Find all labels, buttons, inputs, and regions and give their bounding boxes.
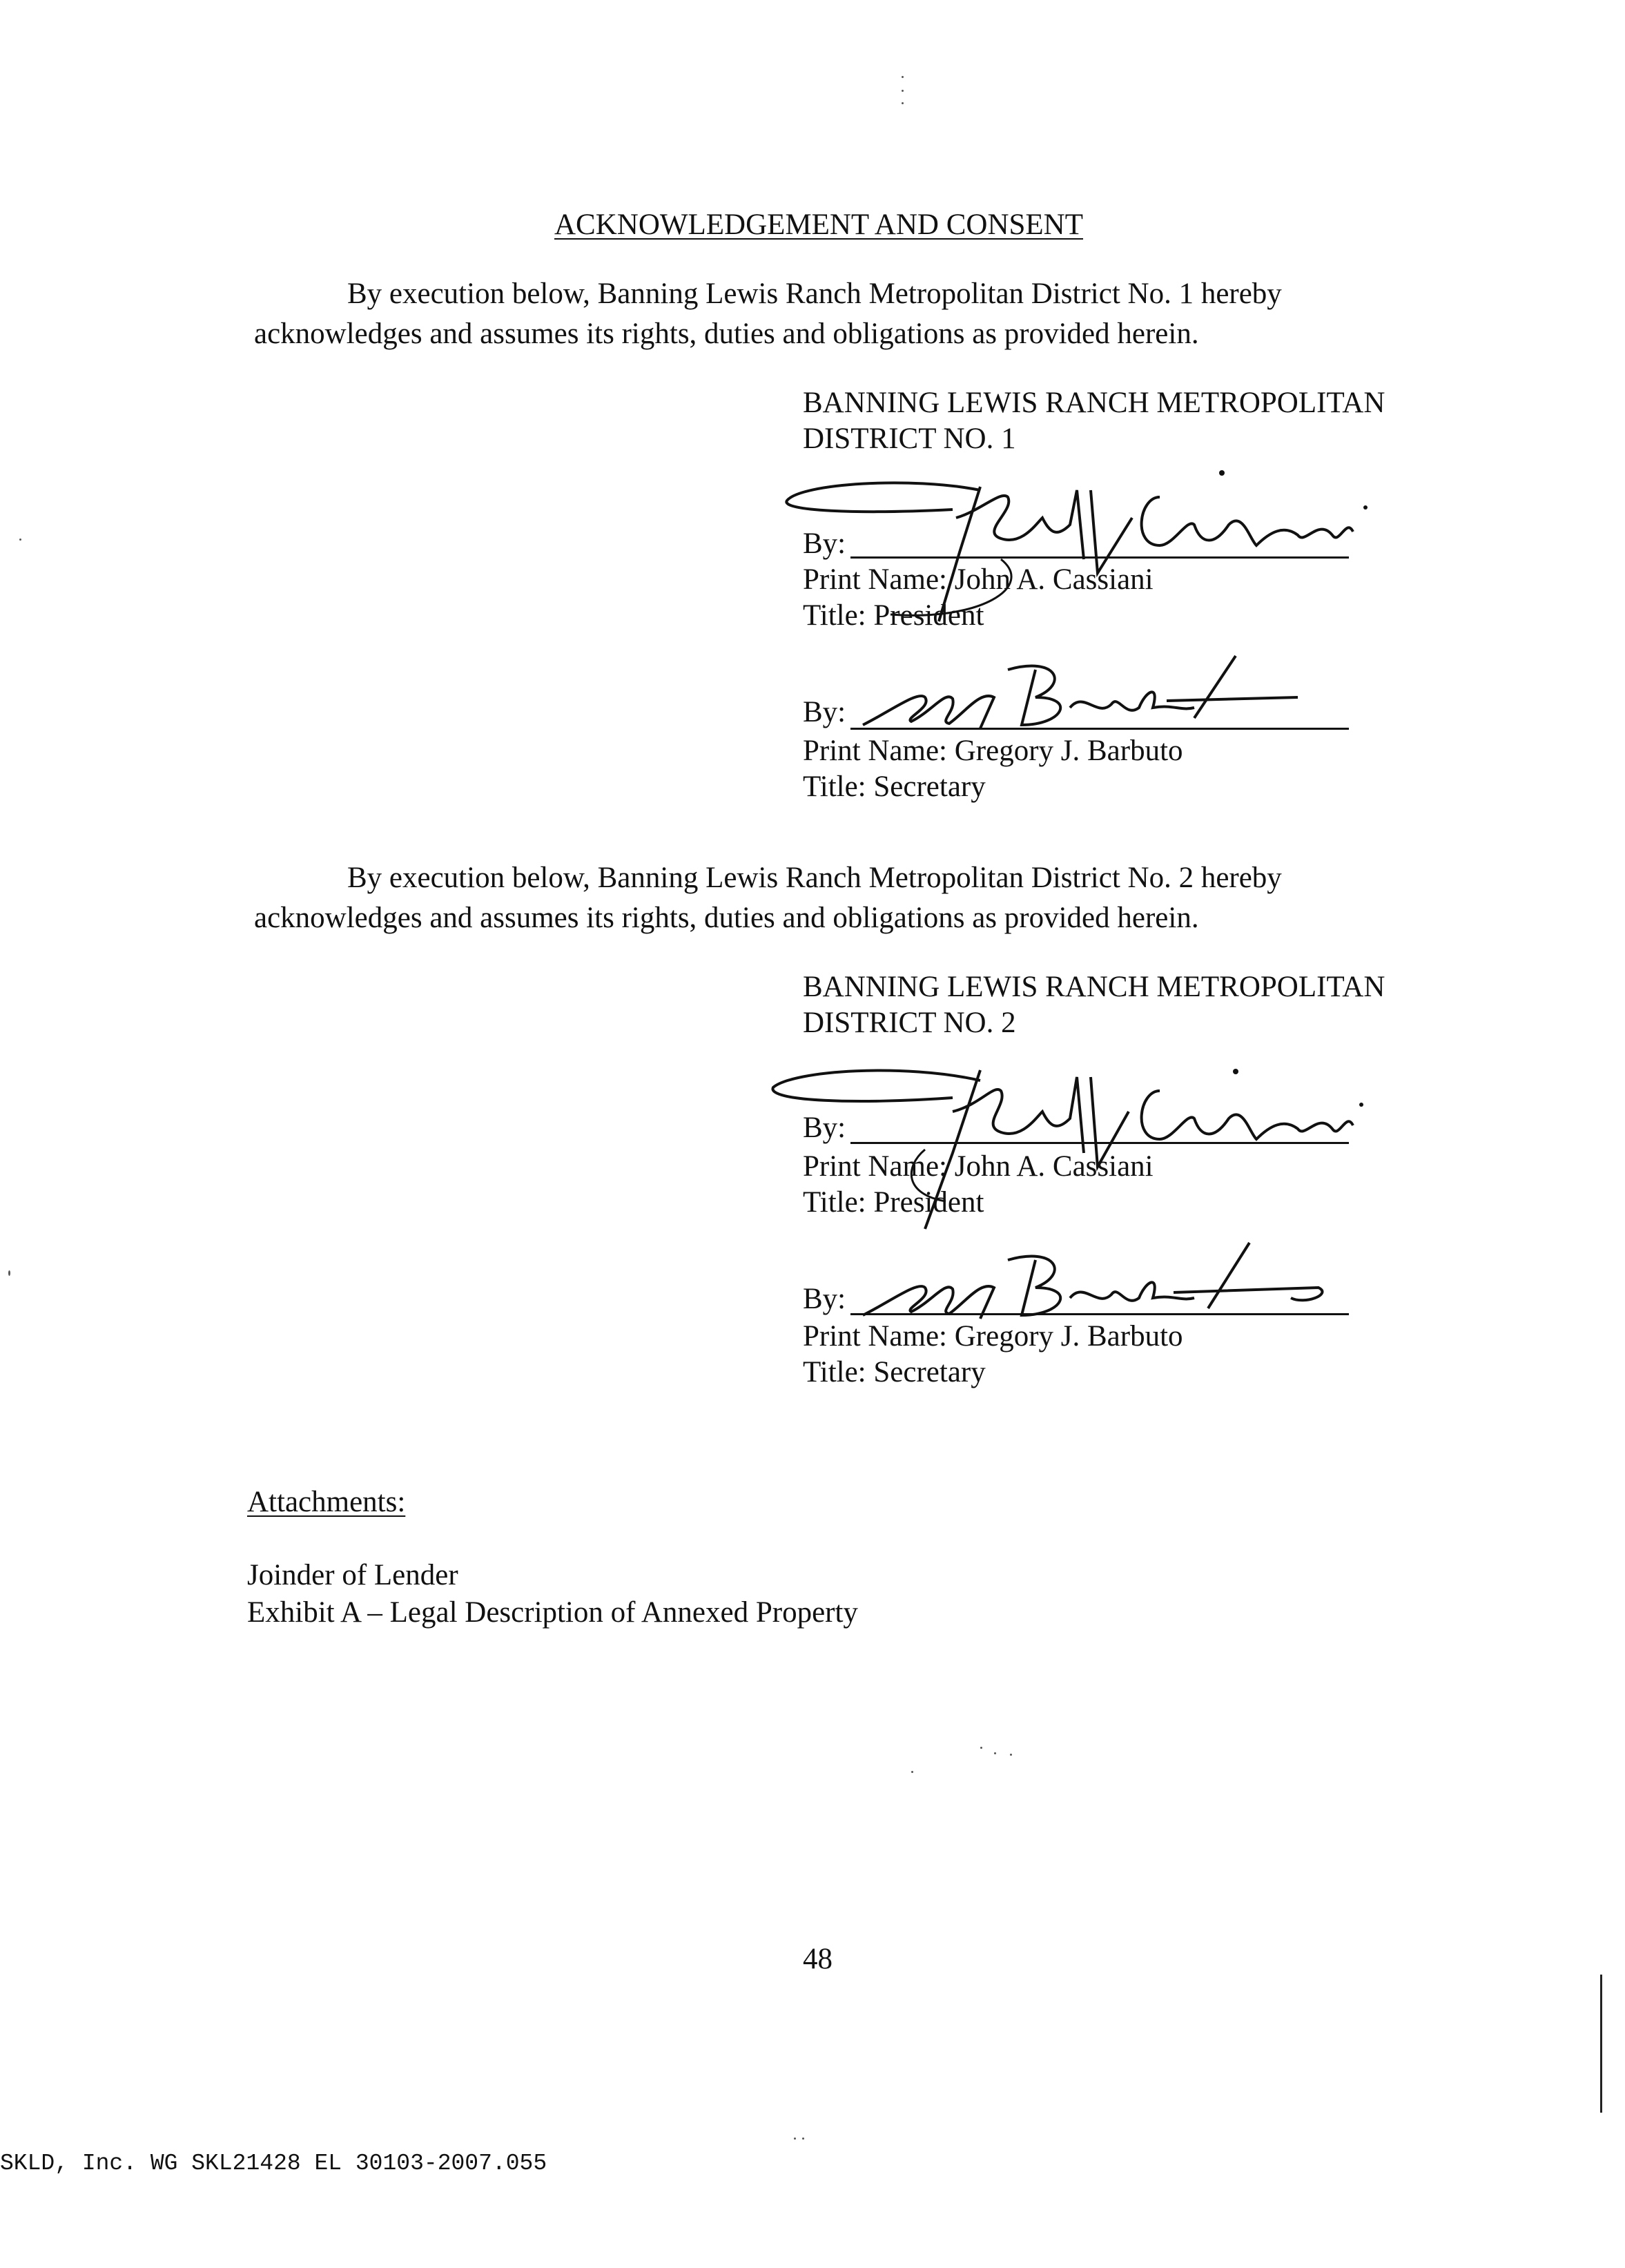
attachment-item: Exhibit A – Legal Description of Annexed Property bbox=[247, 1596, 858, 1629]
district1-signer2-by-label: By: bbox=[803, 696, 846, 728]
district2-barbuto-signature bbox=[849, 1229, 1346, 1326]
page-title: ACKNOWLEDGEMENT AND CONSENT bbox=[554, 209, 1084, 241]
district2-entity-line2: DISTRICT NO. 2 bbox=[803, 1007, 1016, 1039]
scan-speck bbox=[902, 90, 904, 92]
district1-signer2-title: Title: Secretary bbox=[803, 770, 986, 803]
district1-signer1-print-name: Print Name: John A. Cassiani bbox=[803, 563, 1154, 596]
scan-speck bbox=[902, 102, 904, 104]
document-footer: SKLD, Inc. WG SKL21428 EL 30103-2007.055 bbox=[0, 2151, 547, 2176]
scan-speck bbox=[1010, 1754, 1012, 1756]
district2-paragraph-line1: By execution below, Banning Lewis Ranch Metropolitan District No. 2 hereby bbox=[347, 862, 1282, 894]
district2-signer2-by-label: By: bbox=[803, 1283, 846, 1315]
district2-paragraph-line2: acknowledges and assumes its rights, duties and obligations as provided herein. bbox=[254, 902, 1199, 934]
district2-signer1-print-name: Print Name: John A. Cassiani bbox=[803, 1150, 1154, 1183]
attachments-heading: Attachments: bbox=[247, 1486, 406, 1518]
scan-speck bbox=[902, 76, 904, 78]
district1-cassiani-signature bbox=[773, 449, 1381, 628]
district1-signer2-print-name: Print Name: Gregory J. Barbuto bbox=[803, 735, 1183, 767]
page-number: 48 bbox=[803, 1943, 833, 1975]
scan-edge-mark bbox=[1600, 1975, 1602, 2113]
scan-speck bbox=[8, 1270, 10, 1276]
scan-speck bbox=[802, 2138, 804, 2140]
scan-speck bbox=[911, 1771, 913, 1773]
scan-speck bbox=[794, 2138, 796, 2140]
scan-speck bbox=[980, 1747, 982, 1749]
district1-signer1-by-label: By: bbox=[803, 527, 846, 560]
district1-paragraph-line1: By execution below, Banning Lewis Ranch Metropolitan District No. 1 hereby bbox=[347, 278, 1282, 310]
scan-speck bbox=[994, 1752, 996, 1754]
district1-barbuto-signature bbox=[849, 642, 1332, 739]
district2-signer1-by-label: By: bbox=[803, 1112, 846, 1144]
district2-signer2-title: Title: Secretary bbox=[803, 1356, 986, 1388]
district2-signer1-title: Title: President bbox=[803, 1186, 984, 1219]
district2-entity-line1: BANNING LEWIS RANCH METROPOLITAN bbox=[803, 971, 1385, 1003]
district2-cassiani-signature bbox=[752, 1029, 1374, 1236]
district1-signer1-title: Title: President bbox=[803, 599, 984, 632]
district2-signer2-print-name: Print Name: Gregory J. Barbuto bbox=[803, 1320, 1183, 1353]
district1-entity-line1: BANNING LEWIS RANCH METROPOLITAN bbox=[803, 387, 1385, 419]
scan-speck bbox=[19, 539, 21, 541]
attachment-item: Joinder of Lender bbox=[247, 1559, 458, 1591]
district1-entity-line2: DISTRICT NO. 1 bbox=[803, 423, 1016, 455]
district1-paragraph-line2: acknowledges and assumes its rights, duties and obligations as provided herein. bbox=[254, 318, 1199, 350]
